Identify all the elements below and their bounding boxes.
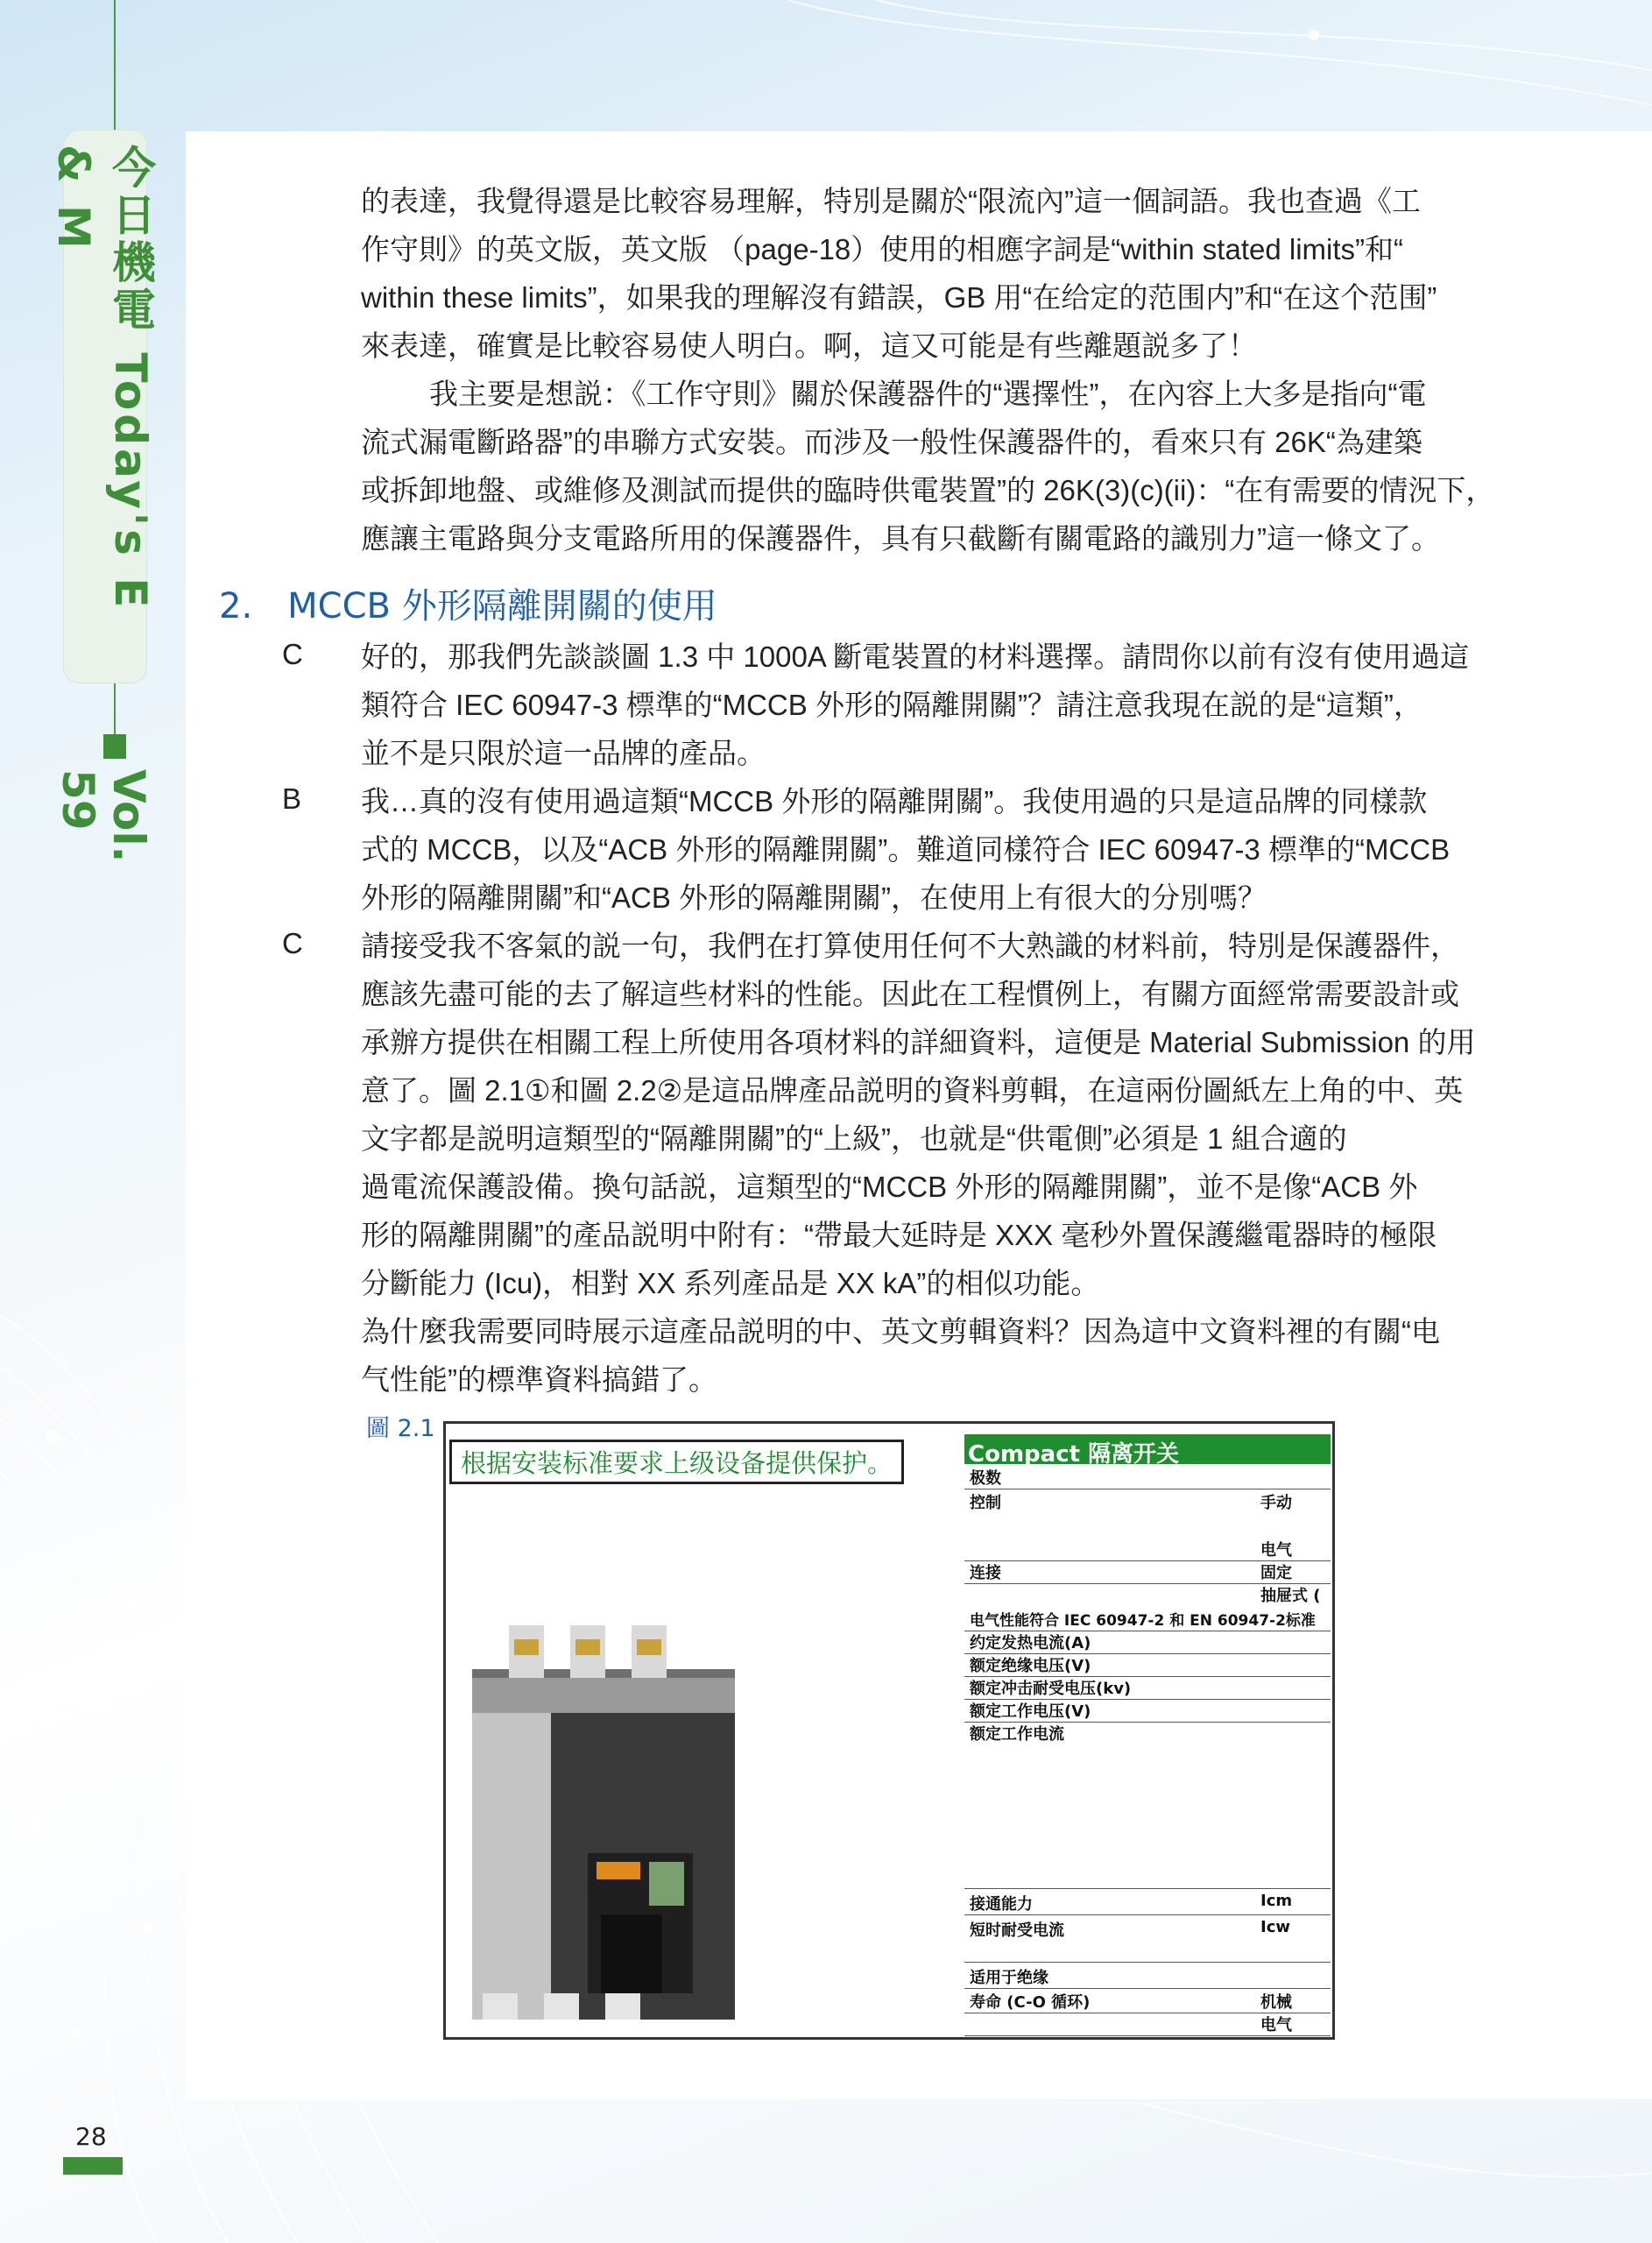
text-line: 我…真的沒有使用過這類“MCCB 外形的隔離開關”。我使用過的只是這品牌的同樣款 (361, 785, 1428, 817)
spec-row (964, 1560, 1331, 1584)
text-line: 應讓主電路與分支電路所用的保護器件，具有只截斷有關電路的識別力”這一條文了。 (361, 522, 1440, 555)
spec-label: 额定工作电压(V) (970, 1702, 1091, 1721)
spec-row (964, 1583, 1331, 1606)
spec-value: 抽屉式 ( (1260, 1587, 1321, 1605)
magazine-title: 今日機電 Today's E & M (48, 145, 156, 612)
spec-value: Icm (1260, 1892, 1293, 1910)
spec-label: 约定发热电流(A) (970, 1634, 1091, 1652)
text-line: 應該先盡可能的去了解這些材料的性能。因此在工程慣例上，有關方面經常需要設計或 (361, 978, 1459, 1010)
spec-label: 连接 (970, 1564, 1001, 1582)
spec-value: 电气 (1260, 2016, 1292, 2034)
spec-table (964, 1434, 1331, 2037)
spec-row (964, 1918, 1331, 1963)
text-line: 或拆卸地盤、或維修及測試而提供的臨時供電裝置”的 26K(3)(c)(ii)：“在有需要的情況下， (361, 474, 1495, 506)
text-line: 好的，那我們先談談圖 1.3 中 1000A 斷電裝置的材料選擇。請問你以前有沒有使用過這 (361, 640, 1470, 673)
text-line: 並不是只限於這一品牌的產品。 (361, 737, 766, 769)
spec-value: 固定 (1260, 1564, 1292, 1582)
section-title: MCCB 外形隔離開關的使用 (287, 586, 717, 626)
section-number: 2. (219, 586, 253, 626)
spec-label: 寿命 (C-O 循环) (970, 1993, 1091, 2012)
text-line: 气性能”的標準資料搞錯了。 (361, 1363, 717, 1396)
spec-row (964, 1538, 1331, 1561)
page-number-bar (63, 2157, 123, 2175)
spec-label: 接通能力 (970, 1895, 1033, 1914)
spec-row (964, 2013, 1331, 2036)
text-line: 外形的隔離開關”和“ACB 外形的隔離開關”，在使用上有很大的分別嗎？ (361, 881, 1267, 914)
text-line: 的表達，我覺得還是比較容易理解，特別是關於“限流內”這一個詞語。我也查過《工 (361, 185, 1421, 217)
text-line: 為什麼我需要同時展示這產品説明的中、英文剪輯資料？因為這中文資料裡的有關“电 (361, 1315, 1440, 1348)
spec-row (964, 1892, 1331, 1915)
spec-value: 电气 (1260, 1541, 1292, 1560)
spec-row (964, 1722, 1331, 1889)
spine-line-middle (114, 683, 116, 736)
spec-row (964, 1676, 1331, 1700)
spec-label: 电气性能符合 IEC 60947-2 和 EN 60947-2标准 (970, 1612, 1316, 1630)
text-line: 分斷能力 (Icu)，相對 XX 系列產品是 XX kA”的相似功能。 (361, 1267, 1100, 1299)
speaker-label: B (282, 782, 302, 815)
text-line: 我主要是想説：《工作守則》關於保護器件的“選擇性”，在內容上大多是指向“電 (429, 378, 1427, 410)
spec-value: 机械 (1260, 1993, 1292, 2012)
spec-row (964, 1490, 1331, 1513)
text-line: 請接受我不客氣的説一句，我們在打算使用任何不大熟識的材料前，特別是保護器件， (361, 930, 1459, 962)
figure-2-1 (443, 1421, 1335, 2040)
paragraph-2 (361, 370, 1508, 563)
spec-label: 额定冲击耐受电压(kv) (970, 1680, 1132, 1698)
dialogue-block (361, 633, 1508, 777)
spec-row (964, 1653, 1331, 1677)
spec-row (964, 1990, 1331, 2013)
section-heading (219, 578, 752, 628)
speaker-label: C (282, 927, 303, 959)
figure-callout: 根据安装标准要求上级设备提供保护。 (449, 1440, 904, 1484)
spec-row (964, 1608, 1331, 1631)
spine-line-top (114, 0, 116, 131)
spec-label: 控制 (970, 1494, 1001, 1512)
volume-marker-bar (103, 734, 126, 759)
text-line: 流式漏電斷路器”的串聯方式安裝。而涉及一般性保護器件的，看來只有 26K“為建築 (361, 426, 1423, 458)
dialogue-block (361, 777, 1508, 922)
spec-label: 额定工作电流 (970, 1725, 1064, 1744)
page-number: 28 (75, 2122, 107, 2151)
spec-label: 额定绝缘电压(V) (970, 1657, 1091, 1675)
dialogue-block (361, 922, 1508, 1404)
spec-table-title: Compact 隔离开关 (964, 1434, 1331, 1464)
spec-row (964, 1965, 1331, 1989)
spec-value: Icw (1260, 1918, 1290, 1936)
text-line: 過電流保護設備。換句話説，這類型的“MCCB 外形的隔離開關”，並不是像“ACB 外 (361, 1171, 1418, 1203)
speaker-label: C (282, 638, 303, 670)
text-line: 來表達，確實是比較容易使人明白。啊，這又可能是有些離題説多了！ (361, 329, 1257, 362)
spec-label: 极数 (970, 1469, 1001, 1488)
text-line: 式的 MCCB，以及“ACB 外形的隔離開關”。難道同樣符合 IEC 60947-3 標準的“MCCB (361, 833, 1451, 866)
text-line: 形的隔離開關”的產品説明中附有：“帶最大延時是 XXX 毫秒外置保護繼電器時的極限 (361, 1219, 1437, 1251)
text-line: 作守則》的英文版，英文版 （page-18）使用的相應字詞是“within stated limits”和“ (361, 233, 1403, 265)
figure-label: 圖 2.1 (366, 1415, 435, 1442)
breaker-image (456, 1608, 807, 2028)
text-line: 類符合 IEC 60947-3 標準的“MCCB 外形的隔離開關”？請注意我現在説的是“這類”， (361, 689, 1423, 721)
spec-row (964, 1631, 1331, 1654)
intro-paragraph (361, 177, 1508, 370)
text-line: 文字都是説明這類型的“隔離開關”的“上級”，也就是“供電側”必須是 1 組合適的 (361, 1122, 1347, 1155)
text-line: 承辦方提供在相關工程上所使用各項材料的詳細資料，這便是 Material Submission 的用 (361, 1026, 1476, 1058)
spec-row (964, 1466, 1331, 1489)
spec-label: 适用于绝缘 (970, 1969, 1048, 1987)
text-line: 意了。圖 2.1①和圖 2.2②是這品牌產品説明的資料剪輯，在這兩份圖紙左上角的中、英 (361, 1074, 1464, 1107)
spec-row (964, 1699, 1331, 1723)
text-line: within these limits”，如果我的理解沒有錯誤，GB 用“在给定的范围内”和“在这个范围” (361, 281, 1437, 314)
spec-label: 短时耐受电流 (970, 1921, 1064, 1940)
volume-label: Vol. 59 (53, 769, 154, 863)
spec-value: 手动 (1260, 1494, 1292, 1512)
